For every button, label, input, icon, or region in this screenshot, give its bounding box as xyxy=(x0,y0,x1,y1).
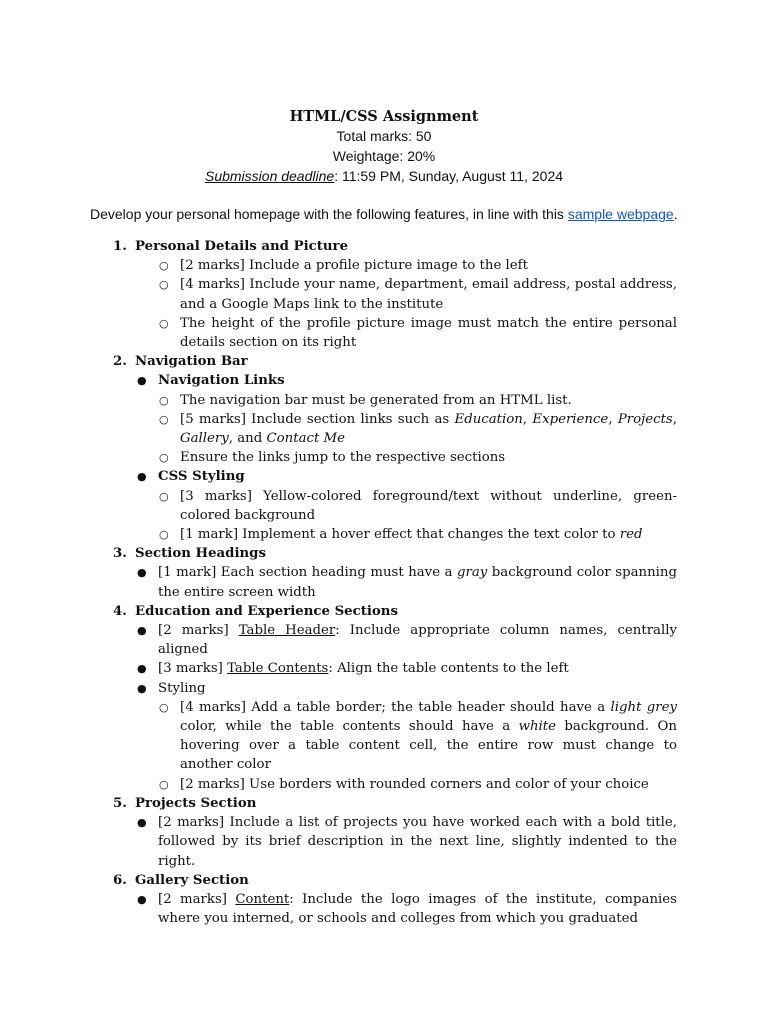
section-title: Section Headings xyxy=(135,546,266,562)
sublist xyxy=(135,698,677,794)
list-item: ● [3 marks] Table Contents: Align the table contents to the left xyxy=(135,659,677,678)
filled-bullet-icon: ● xyxy=(137,374,147,388)
total-marks: Total marks: 50 xyxy=(336,128,432,144)
sublist xyxy=(135,256,677,352)
list-item xyxy=(135,371,677,467)
assignment-header xyxy=(0,107,768,186)
section-number: 4. xyxy=(113,603,127,619)
hollow-bullet-icon: ○ xyxy=(159,700,169,714)
filled-bullet-icon: ● xyxy=(137,624,147,638)
section-title: Education and Experience Sections xyxy=(135,603,398,619)
subsection-title: Navigation Links xyxy=(158,373,285,389)
list-item: ○ [4 marks] Add a table border; the table header should have a light grey color, while the table contents should have a white background. On hovering over a table content cell, the entire row must change to another color xyxy=(159,699,677,773)
requirements-list xyxy=(0,237,768,928)
list-item: ○ [2 marks] Include a profile picture image to the left xyxy=(135,256,677,275)
list-item xyxy=(135,467,677,544)
filled-bullet-icon: ● xyxy=(137,892,147,906)
sublist xyxy=(135,391,677,468)
list-item: ○ The height of the profile picture image must match the entire personal details section on its right xyxy=(159,315,677,351)
section-number: 5. xyxy=(113,795,127,811)
subsection-title: Styling xyxy=(158,680,206,696)
section-education-experience xyxy=(0,602,677,794)
hollow-bullet-icon: ○ xyxy=(159,393,169,407)
section-title: Navigation Bar xyxy=(135,354,248,370)
intro-paragraph xyxy=(90,204,690,224)
section-gallery xyxy=(0,871,677,929)
section-title: Personal Details and Picture xyxy=(135,239,349,254)
list-item: ● [2 marks] Content: Include the logo images of the institute, companies where you interned, or schools and colleges from which you graduated xyxy=(137,891,677,927)
deadline-label: Submission deadline xyxy=(204,168,335,184)
sublist xyxy=(135,621,677,794)
hollow-bullet-icon: ○ xyxy=(159,528,169,542)
section-personal-details xyxy=(0,237,677,352)
section-title: Gallery Section xyxy=(135,872,249,888)
hollow-bullet-icon: ○ xyxy=(159,278,169,292)
list-item: ○ The navigation bar must be generated from an HTML list. xyxy=(135,391,677,410)
sublist xyxy=(135,371,677,544)
section-navigation-bar xyxy=(0,352,677,544)
weightage: Weightage: 20% xyxy=(332,148,436,164)
sublist xyxy=(135,813,677,871)
list-item: ● [2 marks] Include a list of projects you have worked each with a bold title, followed by its brief description in the next line, slightly indented to the right. xyxy=(137,815,677,869)
hollow-bullet-icon: ○ xyxy=(159,316,169,330)
hollow-bullet-icon: ○ xyxy=(159,777,169,791)
hollow-bullet-icon: ○ xyxy=(159,489,169,503)
filled-bullet-icon: ● xyxy=(137,816,147,830)
list-item: ○ [3 marks] Yellow-colored foreground/text without underline, green-colored background xyxy=(159,488,677,523)
hollow-bullet-icon: ○ xyxy=(159,412,169,426)
intro-end: . xyxy=(673,206,678,222)
filled-bullet-icon: ● xyxy=(137,566,147,580)
list-item: ○ Ensure the links jump to the respective sections xyxy=(135,448,677,467)
sublist xyxy=(135,487,677,545)
list-item: ● [1 mark] Each section heading must have a gray background color spanning the entire screen width xyxy=(137,565,677,600)
filled-bullet-icon: ● xyxy=(137,470,147,484)
intro-text: Develop your personal homepage with the following features, in line with this xyxy=(90,206,568,222)
section-title: Projects Section xyxy=(135,795,257,811)
list-item: ○ [1 mark] Implement a hover effect that changes the text color to red xyxy=(135,525,677,544)
sublist xyxy=(135,563,677,601)
section-number: 3. xyxy=(113,546,127,562)
section-section-headings xyxy=(0,544,677,602)
list-item xyxy=(135,679,677,794)
deadline-value: : 11:59 PM, Sunday, August 11, 2024 xyxy=(334,168,564,184)
filled-bullet-icon: ● xyxy=(137,681,147,695)
list-item: ○ [5 marks] Include section links such as Education, Experience, Projects, Gallery, and Contact Me xyxy=(159,411,677,447)
section-number: 1. xyxy=(113,239,127,254)
section-number: 6. xyxy=(113,872,127,888)
hollow-bullet-icon: ○ xyxy=(159,451,169,465)
section-number: 2. xyxy=(113,354,127,370)
list-item: ○ [2 marks] Use borders with rounded corners and color of your choice xyxy=(135,775,677,794)
sample-webpage-link[interactable]: sample webpage xyxy=(567,206,674,222)
list-item: ● [2 marks] Table Header: Include appropriate column names, centrally aligned xyxy=(137,623,677,658)
list-item: ○ [4 marks] Include your name, department, email address, postal address, and a Google Maps link to the institute xyxy=(159,277,677,312)
filled-bullet-icon: ● xyxy=(137,662,147,676)
page-title: HTML/CSS Assignment xyxy=(289,108,479,125)
section-projects xyxy=(0,794,677,871)
subsection-title: CSS Styling xyxy=(158,469,245,485)
hollow-bullet-icon: ○ xyxy=(159,259,169,273)
sublist xyxy=(135,890,677,928)
submission-deadline xyxy=(0,166,768,186)
